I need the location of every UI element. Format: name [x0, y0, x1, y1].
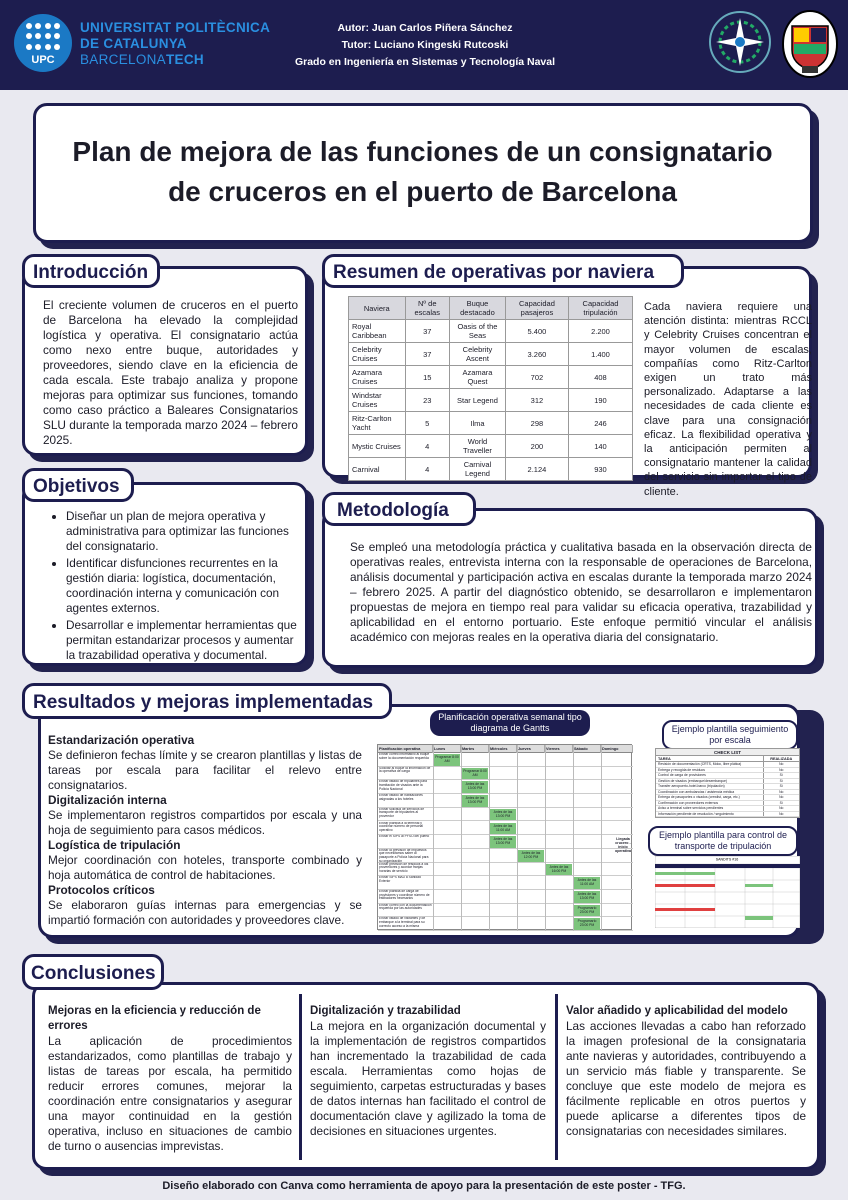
gantt-row: [378, 904, 633, 918]
transport-red-row: [655, 884, 715, 887]
naviera-cell: 1.400: [568, 343, 632, 366]
gantt-task: Enviar el SIPS al PFSO del puerto: [379, 835, 430, 839]
metodologia-text: Se empleó una metodología práctica y cualitativa basada en la observación directa de operativas reales, entrevista interna con la responsable de operaciones de Barcelona, análisis documental y participación activa en escalas durante la temporada marzo 2024 – febrero 2025. A partir del diagnóstico obtenido, se desarrollaron e implementaron propuestas de mejora en tiempo real para validar su eficacia operativa, trazabilidad y aplicabilidad en el entorno portuario. Este enfoque permitió vincular el análisis académico con mejoras reales en la operativa diaria del consignatario.: [350, 540, 812, 644]
conclusion-1-text: La aplicación de procedimientos estandarizados, como plantillas de trabajo y listas de tareas por escala, ha permitido reducir errores comunes, mejorar la coordinación entre consignatarios y asegurar una mayor continuidad en la gestión operativa, incluso en situaciones de cambio de turno o ausencias imprevistas.: [48, 1034, 292, 1153]
conclusion-2-text: La mejora en la organización documental y la implementación de registros compartidos han incrementado la trazabilidad de cada escala. Herramientas como hojas de seguimiento, carpetas estructuradas y bases de datos internas han facilitado el control de documentación clave y agilizado la toma de decisiones en situaciones urgentes.: [310, 1019, 546, 1138]
gantt-row: [378, 780, 633, 794]
gantt-task: Enviar correo informativo al buque sobre la documentación requerida: [379, 753, 430, 760]
naviera-cell: 200: [505, 435, 568, 458]
checklist-task: Gestión de visados (embarque/desembarque): [658, 778, 727, 783]
gantt-arrival: Llegada crucero - inicio operativa: [615, 837, 631, 853]
gantt-bar: Antes de las 13:00 PM: [490, 836, 516, 848]
gantt-bar: Antes de las 13:00 PM: [462, 795, 488, 807]
checklist-task: Entrega de pasaportes o visados (crewlist, carga, etc.): [658, 795, 740, 799]
gantt-row: [378, 753, 633, 767]
gantt-bar: Antes de las 13:00 PM: [490, 809, 516, 821]
transport-green-cell-2: [745, 916, 773, 920]
university-name-line2: DE CATALUNYA: [80, 36, 187, 51]
checklist-rows: [656, 762, 799, 817]
naviera-cell: Mystic Cruises: [349, 435, 406, 458]
poster-title: [50, 132, 795, 212]
gantt-row: [378, 835, 633, 849]
resultados-sections: [48, 733, 362, 928]
tech-text: TECH: [165, 52, 204, 67]
transport-header-row: [655, 864, 800, 868]
naviera-col-header: Capacidad pasajeros: [505, 297, 568, 320]
gantt-task: Enviar SIPS MAD a Sanidad Exterior: [379, 876, 421, 883]
tutor: Tutor: Luciano Kingeski Rutcoski: [341, 39, 509, 51]
gantt-task: Enviar plantilla a la terminal y coordinar número de personal operativo: [379, 821, 423, 832]
naviera-cell: 15: [405, 366, 449, 389]
checklist-task: Coordinación con ambulancias / asistencia médica: [658, 789, 735, 794]
resultado-title: Estandarización operativa: [48, 733, 195, 747]
gantt-bar: Programarlo 23:00 PM: [574, 918, 600, 930]
naviera-row: [349, 435, 633, 458]
gantt-row: [378, 822, 633, 836]
gantt-header: [378, 745, 633, 753]
gantt-row: [378, 849, 633, 863]
objetivos-list: [50, 509, 302, 665]
gantt-bar: Antes de las 16:00 PM: [546, 864, 572, 876]
conclusion-2-title: Digitalización y trazabilidad: [310, 1005, 461, 1017]
checklist-task: Entrega y recogida de residuos: [658, 767, 705, 772]
naviera-cell: 4: [405, 458, 449, 481]
university-name-line1: UNIVERSITAT POLITÈCNICA: [80, 20, 271, 35]
transport-green-row: [655, 872, 715, 875]
checklist-task: Aviso a terminal sobre servicios pendientes: [658, 806, 724, 810]
checklist-task: Revisión de documentación (CRTS, Mdoc, libre plática): [658, 762, 742, 766]
naviera-cell: 23: [405, 389, 449, 412]
checklist-row: [656, 812, 799, 818]
gantt-grid-line: [573, 745, 574, 931]
checklist-col-done: REALIZADA: [763, 756, 800, 761]
naviera-col-header: Naviera: [349, 297, 406, 320]
checklist-task: Transfer aeropuerto-hotel-barco (tripulación): [658, 784, 725, 788]
gantt-col-header: Planificación operativa: [378, 745, 433, 753]
conclusion-3-title: Valor añadido y aplicabilidad del modelo: [566, 1005, 788, 1017]
naviera-cell: World Traveller: [449, 435, 505, 458]
gantt-chart: [377, 744, 632, 930]
resultado-text: Se definieron fechas límite y se crearon plantillas y listas de tareas por escala para facilitar el relevo entre consignatarios.: [48, 748, 362, 792]
checklist-done: Sí: [763, 779, 800, 784]
objetivo-item: • Desarrollar e implementar herramientas que permitan estandarizar procesos y aumentar la trazabilidad operativa y documental.: [66, 618, 302, 663]
naviera-cell: 930: [568, 458, 632, 481]
gantt-bar: Antes de las 13:00 PM: [574, 891, 600, 903]
checklist-task: Control de carga de provisiones: [658, 773, 706, 777]
university-name-line3: [80, 52, 204, 67]
gantt-col-header: Domingo: [601, 745, 633, 753]
naviera-col-header: Nº de escalas: [405, 297, 449, 320]
gantt-task: Enviar solicitud de servicios de transporte de tripulantes al proveedor: [379, 807, 425, 818]
metodologia-heading: Metodología: [322, 492, 476, 526]
checklist-done: No: [763, 795, 800, 800]
gantt-task: Enviar plantilla de carga de provisiones y coordinar número de estibadores necesarios: [379, 890, 430, 901]
title-line2: de cruceros en el puerto de Barcelona: [168, 176, 677, 207]
naviera-cell: 408: [568, 366, 632, 389]
checklist-task: Confirmación con proveedores externos: [658, 800, 719, 805]
naviera-row: [349, 389, 633, 412]
resultado-title: Protocolos críticos: [48, 883, 155, 897]
barcelona-text: BARCELONA: [80, 52, 166, 67]
gantt-col-header: Jueves: [517, 745, 545, 753]
conclusiones-divider-2: [555, 994, 558, 1160]
objetivos-heading: Objetivos: [22, 468, 134, 502]
checklist-task: Información pendiente de resolución / seguimiento: [658, 811, 734, 816]
naviera-row: [349, 343, 633, 366]
intro-heading: Introducción: [22, 254, 160, 288]
gantt-task: Enviar previsión de residuos a los proveedores y acordar franjas horarias de servicio: [379, 862, 429, 873]
naviera-cell: Star Legend: [449, 389, 505, 412]
upc-logo: [14, 14, 72, 72]
gantt-grid-line: [489, 745, 490, 931]
naviera-cell: 2.124: [505, 458, 568, 481]
conclusiones-heading: Conclusiones: [22, 954, 164, 990]
resultado-text: Se elaboraron guías internas para emergencias y se impartió formación con autoridades y proveedores clave.: [48, 898, 362, 927]
naviera-table-wrap: [348, 296, 633, 481]
naviera-cell: 3.260: [505, 343, 568, 366]
checklist-done: Sí: [763, 773, 800, 778]
degree: Grado en Ingeniería en Sistemas y Tecnología Naval: [294, 56, 556, 68]
resumen-heading: Resumen de operativas por naviera: [322, 254, 684, 288]
conclusion-1-title: Mejoras en la eficiencia y reducción de errores: [48, 1005, 261, 1032]
naviera-cell: 2.200: [568, 320, 632, 343]
checklist-done: No: [763, 790, 800, 795]
gantt-task: Enviar listado de visitantes y de embarque a la terminal para su correcto acceso a la misma: [379, 917, 426, 928]
gantt-col-header: Martes: [461, 745, 489, 753]
naviera-row: [349, 320, 633, 343]
transport-green-cell: [745, 884, 773, 887]
gantt-row: [378, 808, 633, 822]
resultados-heading: Resultados y mejoras implementadas: [22, 683, 392, 719]
gantt-bar: Programarlo 23:00 PM: [574, 905, 600, 917]
naviera-cell: Azamara Cruises: [349, 366, 406, 389]
resumen-text: Cada naviera requiere una atención distinta: mientras RCCL y Celebrity Cruises concentran el mayor volumen de escalas, compañías como Ritz-Carlton exigen un trato más personalizado. Adaptarse a las necesidades de cada cliente es clave para una consignación eficaz. La flexibilidad operativa y la anticipación permiten al consignatario mantener la calidad del servicio sin importar el tipo de cliente.: [644, 301, 812, 498]
checklist-col-task: TAREA: [658, 757, 671, 761]
gantt-bar: Programar 8:00 AM: [462, 768, 488, 780]
naviera-cell: 190: [568, 389, 632, 412]
gantt-row: [378, 917, 633, 931]
naviera-cell: 140: [568, 435, 632, 458]
naval-school-seal-icon: [708, 10, 772, 74]
naviera-cell: 702: [505, 366, 568, 389]
naviera-cell: 37: [405, 320, 449, 343]
naviera-row: [349, 412, 633, 435]
naviera-cell: Celebrity Ascent: [449, 343, 505, 366]
gantt-grid-line: [545, 745, 546, 931]
conclusion-col-1: [48, 1004, 292, 1154]
gantt-task: Enviar listado de tripulantes para tramitación de visados ante la Policía Nacional: [379, 780, 428, 791]
naviera-cell: Carnival: [349, 458, 406, 481]
conclusion-col-2: [310, 1004, 546, 1139]
gantt-caption: Planificación operativa semanal tipo diagrama de Gantts: [430, 710, 590, 736]
naviera-cell: Carnival Legend: [449, 458, 505, 481]
naviera-row: [349, 458, 633, 481]
resultado-text: Se implementaron registros compartidos por escala y una hoja de seguimiento para casos médicos.: [48, 808, 362, 837]
naviera-cell: 4: [405, 435, 449, 458]
gantt-row: [378, 794, 633, 808]
gantt-grid-line: [433, 745, 434, 931]
checklist-done: No: [763, 812, 800, 817]
naviera-cell: Oasis of the Seas: [449, 320, 505, 343]
gantt-grid-line: [601, 745, 602, 931]
gantt-row: [378, 890, 633, 904]
author: Autor: Juan Carlos Piñera Sánchez: [337, 22, 513, 34]
conclusion-3-text: Las acciones llevadas a cabo han reforzado la imagen profesional de la consignataria ante navieras y autoridades, contribuyendo a un servicio más fiable y transparente. Se concluye que este modelo de mejora es fácilmente replicable en otros puertos y puede aplicarse a diferentes tipos de consignatarias con necesidades similares.: [566, 1019, 806, 1138]
faculty-crest-icon: [782, 10, 838, 78]
naviera-table: [348, 296, 633, 481]
gantt-col-header: Viernes: [545, 745, 573, 753]
transport-template: [655, 856, 800, 928]
checklist-done: No: [763, 762, 800, 767]
checklist-caption: Ejemplo plantilla seguimiento por escala: [662, 720, 798, 750]
gantt-col-header: Miércoles: [489, 745, 517, 753]
title-line1: Plan de mejora de las funciones de un consignatario: [72, 136, 773, 167]
naviera-cell: 312: [505, 389, 568, 412]
gantt-task: Enviar la previsión de impuestos que necesitamos saber al pasaporte a Policía Nacional para su organización: [379, 848, 429, 863]
naviera-cell: Windstar Cruises: [349, 389, 406, 412]
naviera-cell: 246: [568, 412, 632, 435]
gantt-bar: Antes de las 11:00 AM: [574, 877, 600, 889]
intro-text: El creciente volumen de cruceros en el puerto de Barcelona ha elevado la complejidad logística y operativa. El consignatario actúa como nexo entre buque, autoridades y proveedores, siendo clave en la eficiencia de cada escala. Este trabajo analiza y propone mejoras para optimizar sus funciones, tomando como caso práctico a Baleares Consignatarios SLU durante la temporada marzo 2024 – febrero 2025.: [43, 298, 298, 447]
gantt-task: Enviar correo con la documentación requerida por las autoridades: [379, 903, 432, 911]
naviera-cell: 298: [505, 412, 568, 435]
checklist-done: Sí: [763, 801, 800, 806]
conclusion-col-3: [566, 1004, 806, 1139]
gantt-row: [378, 876, 633, 890]
objetivo-item: • Diseñar un plan de mejora operativa y administrativa para optimizar las funciones del consignatario.: [66, 509, 302, 554]
resultado-title: Digitalización interna: [48, 793, 167, 807]
resultado-text: Mejor coordinación con hoteles, transporte combinado y hoja automática de control de habitaciones.: [48, 853, 362, 882]
gantt-bar: Programar 8:00 AM: [434, 754, 460, 766]
conclusiones-divider-1: [299, 994, 302, 1160]
checklist-done: No: [763, 768, 800, 773]
checklist-done: No: [763, 806, 800, 811]
naviera-cell: 5: [405, 412, 449, 435]
footer-note: Diseño elaborado con Canva como herramienta de apoyo para la presentación de este poster - TFG.: [162, 1180, 686, 1192]
naviera-cell: Royal Caribbean: [349, 320, 406, 343]
naviera-col-header: Capacidad tripulación: [568, 297, 632, 320]
naviera-cell: Ritz-Carlton Yacht: [349, 412, 406, 435]
checklist-done: Sí: [763, 784, 800, 789]
gantt-row: [378, 863, 633, 877]
objetivo-item: • Identificar disfunciones recurrentes en la gestión diaria: logística, documentación, coordinación interna y comunicación con agentes externos.: [66, 556, 302, 616]
gantt-bar: Antes de las 13:00 PM: [462, 781, 488, 793]
gantt-task: Enviar listado de habitaciones asignadas a los hoteles: [379, 794, 423, 801]
transport-red-row-2: [655, 908, 715, 911]
naviera-cell: 37: [405, 343, 449, 366]
gantt-col-header: Lunes: [433, 745, 461, 753]
naviera-col-header: Buque destacado: [449, 297, 505, 320]
naviera-cell: Celebrity Cruises: [349, 343, 406, 366]
naviera-row: [349, 366, 633, 389]
checklist-title: CHECK LIST: [656, 749, 799, 756]
gantt-bar: Antes de las 12:00 PM: [518, 850, 544, 862]
transport-caption: Ejemplo plantilla para control de transporte de tripulación: [648, 826, 798, 856]
checklist-template: [655, 748, 800, 818]
naviera-cell: Azamara Quest: [449, 366, 505, 389]
resultado-title: Logística de tripulación: [48, 838, 181, 852]
gantt-row: [378, 767, 633, 781]
naviera-cell: Ilma: [449, 412, 505, 435]
gantt-task: Solicitar al buque la información de la operativa de carga: [379, 766, 431, 774]
gantt-col-header: Sábado: [573, 745, 601, 753]
gantt-bar: Antes de las 11:00 AM: [490, 823, 516, 835]
gantt-grid-line: [461, 745, 462, 931]
upc-logo-text: UPC: [31, 54, 55, 66]
gantt-grid-line: [517, 745, 518, 931]
naviera-cell: 5.400: [505, 320, 568, 343]
transport-title: SANDITS #16: [715, 857, 739, 862]
